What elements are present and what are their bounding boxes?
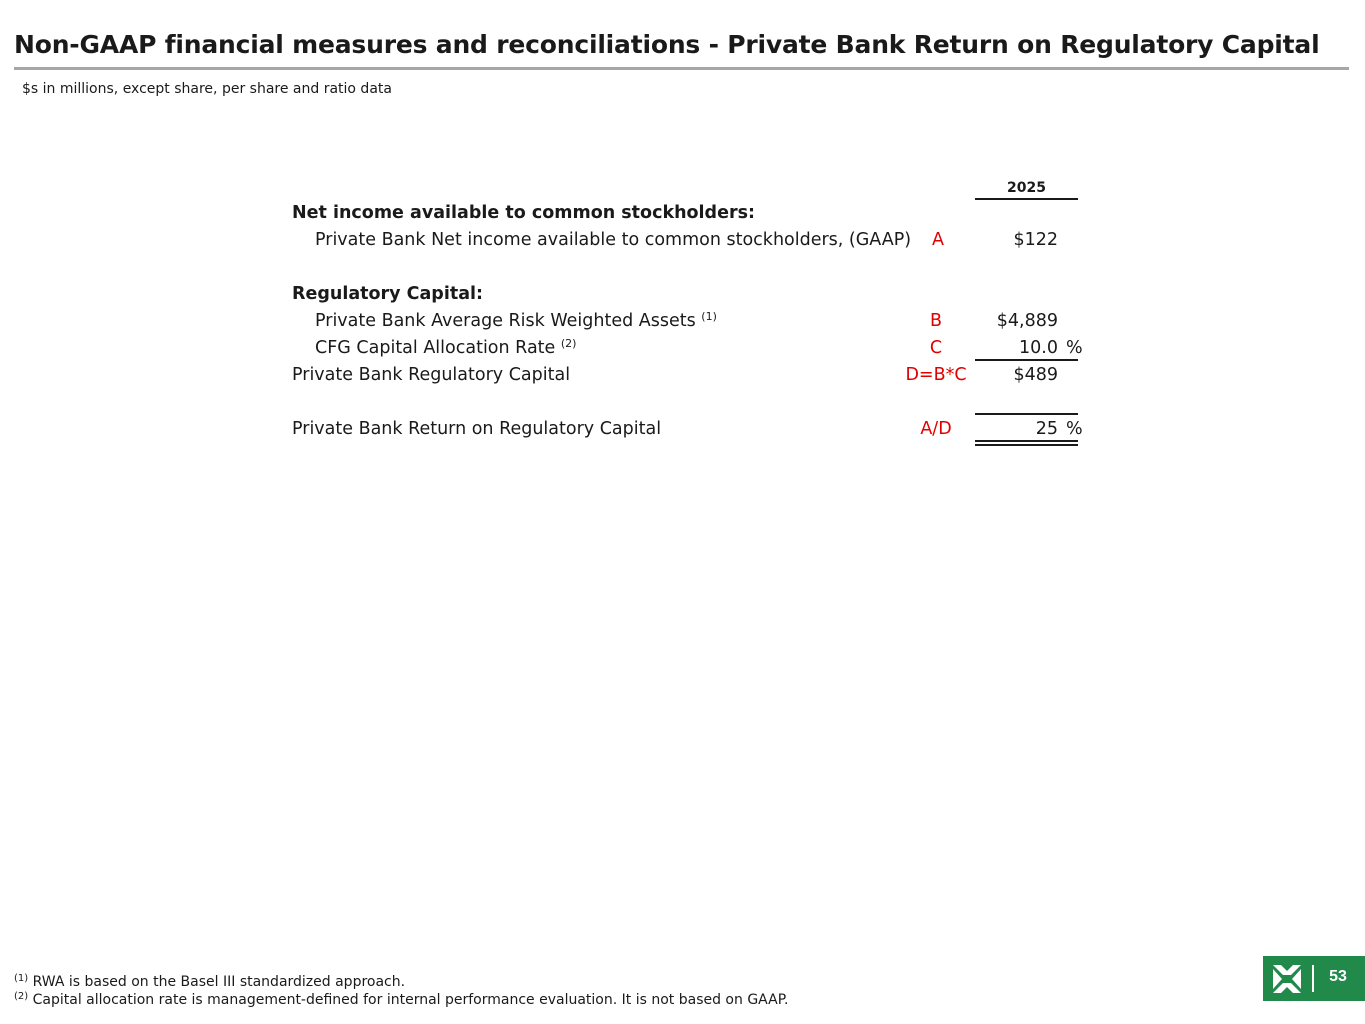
rwa-footnote-marker: (1) [701, 310, 717, 323]
net-income-label: Private Bank Net income available to common stockholders, (GAAP) [315, 230, 912, 250]
footnote-2 [14, 991, 788, 1009]
rwa-label: Private Bank Average Risk Weighted Assets [315, 311, 696, 331]
allocation-rate-ref: C [929, 338, 943, 358]
allocation-rate-value: 10.0 [1019, 338, 1058, 358]
footnote-1-marker: (1) [14, 973, 29, 984]
regulatory-capital-value: $489 [1013, 365, 1058, 385]
footnote-2-text: Capital allocation rate is management-defined for internal performance evaluation. It is not based on GAAP. [32, 992, 789, 1008]
page-title: Non-GAAP financial measures and reconciliations - Private Bank Return on Regulatory Capital [14, 30, 1320, 59]
column-header-year: 2025 [1007, 180, 1046, 196]
subtotal-rule [975, 359, 1078, 361]
return-on-capital-label: Private Bank Return on Regulatory Capital [292, 419, 662, 439]
reconciliation-table [0, 0, 1365, 470]
regulatory-capital-ref: D=B*C [905, 365, 967, 385]
net-income-heading: Net income available to common stockholders: [292, 203, 755, 223]
citizens-logo-icon [1273, 965, 1301, 993]
page-badge [1263, 956, 1365, 1001]
allocation-rate-unit: % [1066, 338, 1083, 358]
footnotes [14, 973, 788, 1009]
net-income-value: $122 [1013, 230, 1058, 250]
return-on-capital-ref: A/D [920, 419, 952, 439]
badge-divider [1312, 965, 1314, 992]
footnote-1-text: RWA is based on the Basel III standardized approach. [32, 974, 406, 990]
total-double-rule-1 [975, 440, 1078, 442]
footnote-1 [14, 973, 788, 991]
footnote-2-marker: (2) [14, 991, 29, 1002]
allocation-rate-footnote-marker: (2) [560, 337, 577, 350]
rwa-value: $4,889 [996, 311, 1058, 331]
allocation-rate-row-label [315, 338, 576, 358]
total-double-rule-2 [975, 444, 1078, 446]
return-on-capital-value: 25 [1035, 419, 1058, 439]
total-top-rule [975, 413, 1078, 415]
regulatory-capital-heading: Regulatory Capital: [292, 284, 484, 304]
regulatory-capital-label: Private Bank Regulatory Capital [292, 365, 571, 385]
net-income-ref: A [932, 230, 944, 250]
page-number: 53 [1329, 968, 1347, 985]
rwa-row-label [315, 311, 717, 331]
column-header-underline [975, 198, 1078, 200]
return-on-capital-unit: % [1066, 419, 1083, 439]
rwa-ref: B [929, 311, 942, 331]
units-note: $s in millions, except share, per share and ratio data [22, 81, 392, 97]
allocation-rate-label: CFG Capital Allocation Rate [315, 338, 556, 358]
